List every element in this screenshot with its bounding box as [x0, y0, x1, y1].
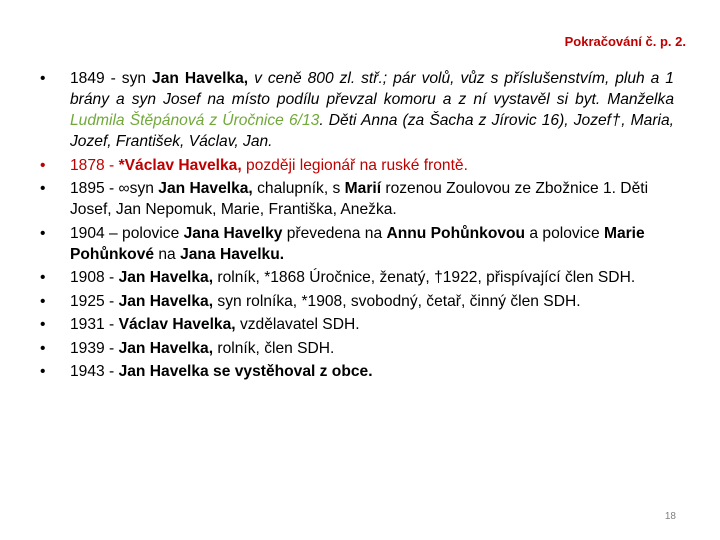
bullet: •: [40, 363, 46, 380]
bullet: •: [40, 70, 46, 87]
list-item: [40, 223, 674, 265]
highlighted-name: Ludmila Štěpánová z Úročnice 6/13: [70, 112, 320, 129]
list-item-text: 1931 - Václav Havelka, vzdělavatel SDH.: [70, 316, 360, 333]
list-item: [40, 291, 674, 312]
record-list: [40, 68, 674, 385]
bullet: •: [40, 292, 46, 310]
list-item-text: 1849 - syn Jan Havelka, v ceně 800 zl. stř.; pár volů, vůz s příslušenstvím, pluh a 1 brány a syn Josef na místo podílu převzal komoru a z ní vystavěl si byt. Manželka Ludmila Štěpánová z Úročnice 6/13. Děti Anna (za Šacha z Jírovic 16), Jozef†, Maria, Jozef, František, Václav, Jan.: [70, 70, 674, 150]
bullet: •: [40, 224, 46, 242]
list-item: [40, 314, 674, 335]
bullet: •: [40, 269, 46, 286]
list-item: [40, 155, 674, 176]
list-item-text: 1943 - Jan Havelka se vystěhoval z obce.: [70, 363, 373, 380]
list-item: [40, 178, 674, 220]
list-item-text: 1878 - *Václav Havelka, později legionář na ruské frontě.: [70, 156, 468, 174]
bullet: •: [40, 316, 46, 333]
list-item-text: 1895 - ∞syn Jan Havelka, chalupník, s Marií rozenou Zoulovou ze Zbožnice 1. Děti Josef, Jan Nepomuk, Marie, Františka, Anežka.: [70, 180, 649, 218]
list-item: [40, 338, 674, 359]
list-item-text: 1908 - Jan Havelka, rolník, *1868 Úročnice, ženatý, †1922, přispívající člen SDH.: [70, 269, 636, 286]
bullet: •: [40, 156, 46, 174]
bullet: •: [40, 339, 46, 357]
list-item: [40, 68, 674, 152]
slide-header: Pokračování č. p. 2.: [564, 34, 686, 49]
list-item-text: 1904 – polovice Jana Havelky převedena na Annu Pohůnkovou a polovice Marie Pohůnkové na Jana Havelku.: [70, 224, 645, 263]
list-item-text: 1925 - Jan Havelka, syn rolníka, *1908, svobodný, četař, činný člen SDH.: [70, 292, 581, 310]
list-item: [40, 267, 674, 288]
list-item-text: 1939 - Jan Havelka, rolník, člen SDH.: [70, 339, 335, 357]
page-number: 18: [664, 511, 676, 522]
list-item: [40, 361, 674, 382]
bullet: •: [40, 180, 46, 197]
